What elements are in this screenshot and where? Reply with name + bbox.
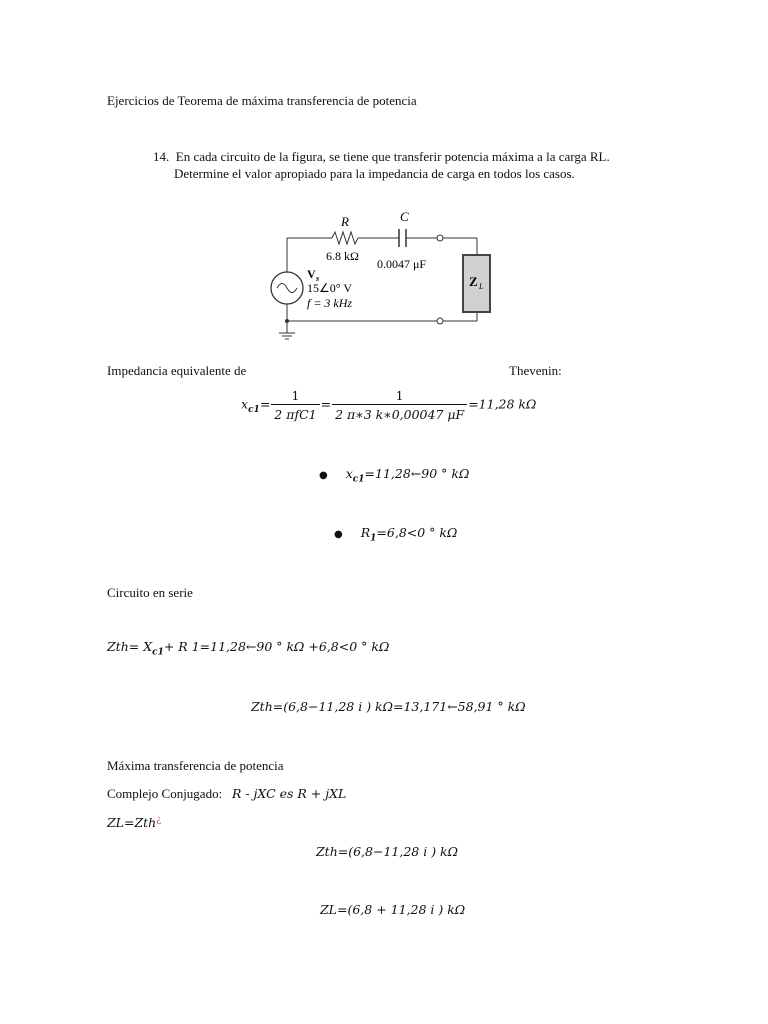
circuit-diagram [260, 205, 510, 345]
equation-zth-sum: $Zth= X_{c1}+ R$ 1=11,28←90 ° kΩ +6,8<0 ° kΩ [107, 639, 390, 658]
thevenin-heading-left: Impedancia equivalente de [107, 363, 247, 378]
source-value: 15∠0° V [307, 281, 353, 295]
equation-zl-result: ZL=(6,8 + 11,28 i ) kΩ [320, 902, 466, 917]
conjugate-line [107, 786, 346, 802]
equation-zl-definition: ZL=Zth¿ [107, 815, 162, 831]
bullet-icon: ● [334, 529, 343, 540]
bullet-icon: ● [319, 470, 328, 481]
capacitor-symbol-label: C [400, 209, 409, 224]
conjugate-expression: R - jXC es R + jXL [231, 786, 347, 801]
equation-zth-polar: Zth=(6,8−11,28 i ) kΩ=13,171←58,91 ° kΩ [251, 699, 526, 714]
source-name: V [307, 267, 316, 281]
resistor-symbol [332, 232, 358, 244]
conjugate-label: Complejo Conjugado: [107, 786, 223, 801]
load-label: Z [469, 274, 478, 289]
resistor-value: 6.8 kΩ [326, 249, 359, 263]
terminal-top [437, 235, 443, 241]
source-frequency: f = 3 kHz [307, 296, 353, 310]
series-heading: Circuito en serie [107, 585, 193, 600]
source-subscript: s [316, 274, 320, 283]
max-power-heading: Máxima transferencia de potencia [107, 758, 284, 773]
equation-zth-rect: Zth=(6,8−11,28 i ) kΩ [316, 844, 458, 859]
problem-line-1 [153, 149, 610, 165]
resistor-symbol-label: R [341, 214, 349, 229]
capacitor-value: 0.0047 μF [377, 257, 427, 271]
bullet-r1: ● $R_1=6,8<0$ ° kΩ [334, 525, 458, 544]
bullet-xc1: ● $x_{c1}=11,28\leftarrow 90$ ° kΩ [319, 466, 470, 485]
load-subscript: L [479, 282, 484, 291]
document-title: Ejercicios de Teorema de máxima transferencia de potencia [107, 93, 417, 108]
terminal-bottom [437, 318, 443, 324]
problem-number: 14. [153, 149, 170, 164]
conjugate-mark: ¿ [156, 815, 162, 825]
equation-xc: $x_{c1}=$ $\frac{1}{\text{2 πfC1}}$ = $\frac{1}{2 \pi∗3 k∗0,00047 \mu F}$ =11,28 kΩ [241, 388, 537, 422]
thevenin-heading-right: Thevenin: [509, 363, 562, 378]
problem-line-2: Determine el valor apropiado para la impedancia de carga en todos los casos. [174, 166, 575, 181]
problem-text-1: En cada circuito de la figura, se tiene que transferir potencia máxima a la carga RL. [175, 149, 610, 164]
